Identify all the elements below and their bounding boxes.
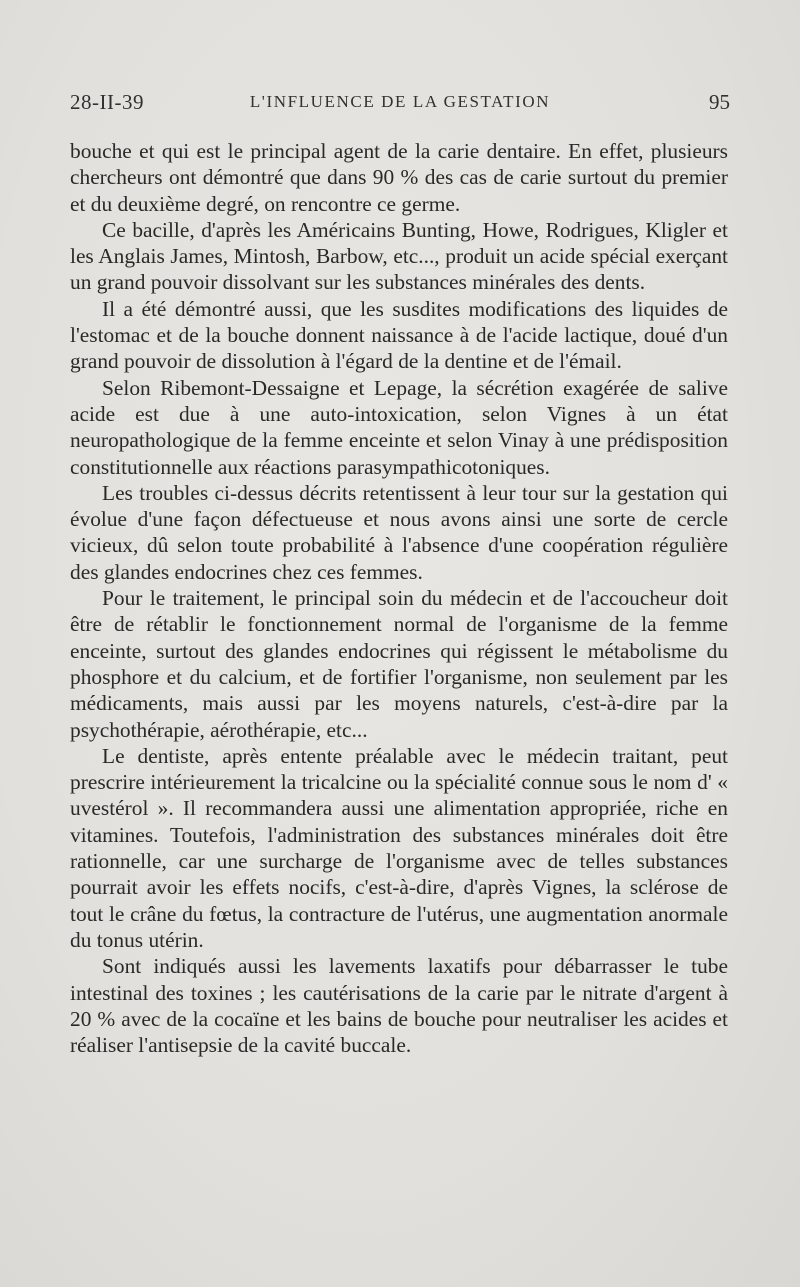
paragraph: Pour le traitement, le principal soin du médecin et de l'accoucheur doit être de rétablir le fonctionnement normal de l'organisme de la femme enceinte, surtout des glandes endocrines qui régissent le métabolisme du phosphore et du calcium, et de fortifier l'organisme, non seulement par les médicaments, mais aussi par les moyens naturels, c'est-à-dire par la psychothérapie, aérothérapie, etc... — [70, 586, 728, 742]
header-title: L'INFLUENCE DE LA GESTATION — [249, 92, 551, 111]
running-head — [70, 90, 730, 118]
paragraph: Ce bacille, d'après les Américains Bunting, Howe, Rodrigues, Kligler et les Anglais James, Mintosh, Barbow, etc..., produit un acide spécial exerçant un grand pouvoir dissolvant sur les substances minérales des dents. — [70, 217, 728, 295]
paragraph: Selon Ribemont-Dessaigne et Lepage, la sécrétion exagérée de salive acide est due à une auto-intoxication, selon Vignes à un état neuropathologique de la femme enceinte et selon Vinay à une prédisposition constitutionnelle aux réactions parasympathicotoniques. — [70, 375, 728, 479]
page-number: 95 — [709, 90, 730, 114]
body-text — [70, 138, 728, 1058]
paragraph-continued: bouche et qui est le principal agent de la carie dentaire. En effet, plusieurs chercheurs ont démontré que dans 90 % des cas de carie surtout du premier et du deuxième degré, on rencontre ce germe. — [70, 139, 728, 216]
header-date: 28-II-39 — [70, 90, 144, 114]
paragraph: Le dentiste, après entente préalable avec le médecin traitant, peut prescrire intérieurement la tricalcine ou la spécialité connue sous le nom d' « uvestérol ». Il recommandera aussi une alimentation appropriée, riche en vitamines. Toutefois, l'administration des substances minérales doit être rationnelle, car une surcharge de l'organisme avec de telles substances pourrait avoir les effets nocifs, c'est-à-dire, d'après Vignes, la sclérose de tout le crâne du fœtus, la contracture de l'utérus, une augmentation anormale du tonus utérin. — [70, 743, 728, 952]
paragraph: Sont indiqués aussi les lavements laxatifs pour débarrasser le tube intestinal des toxines ; les cautérisations de la carie par le nitrate d'argent à 20 % avec de la cocaïne et les bains de bouche pour neutraliser les acides et réaliser l'antisepsie de la cavité buccale. — [70, 954, 728, 1058]
paragraph: Les troubles ci-dessus décrits retentissent à leur tour sur la gestation qui évolue d'une façon défectueuse et nous avons ainsi une sorte de cercle vicieux, dû selon toute probabilité à l'absence d'une coopération régulière des glandes endocrines chez ces femmes. — [70, 480, 728, 584]
paragraph: Il a été démontré aussi, que les susdites modifications des liquides de l'estomac et de la bouche donnent naissance à de l'acide lactique, doué d'un grand pouvoir de dissolution à l'égard de la dentine et de l'émail. — [70, 296, 728, 374]
